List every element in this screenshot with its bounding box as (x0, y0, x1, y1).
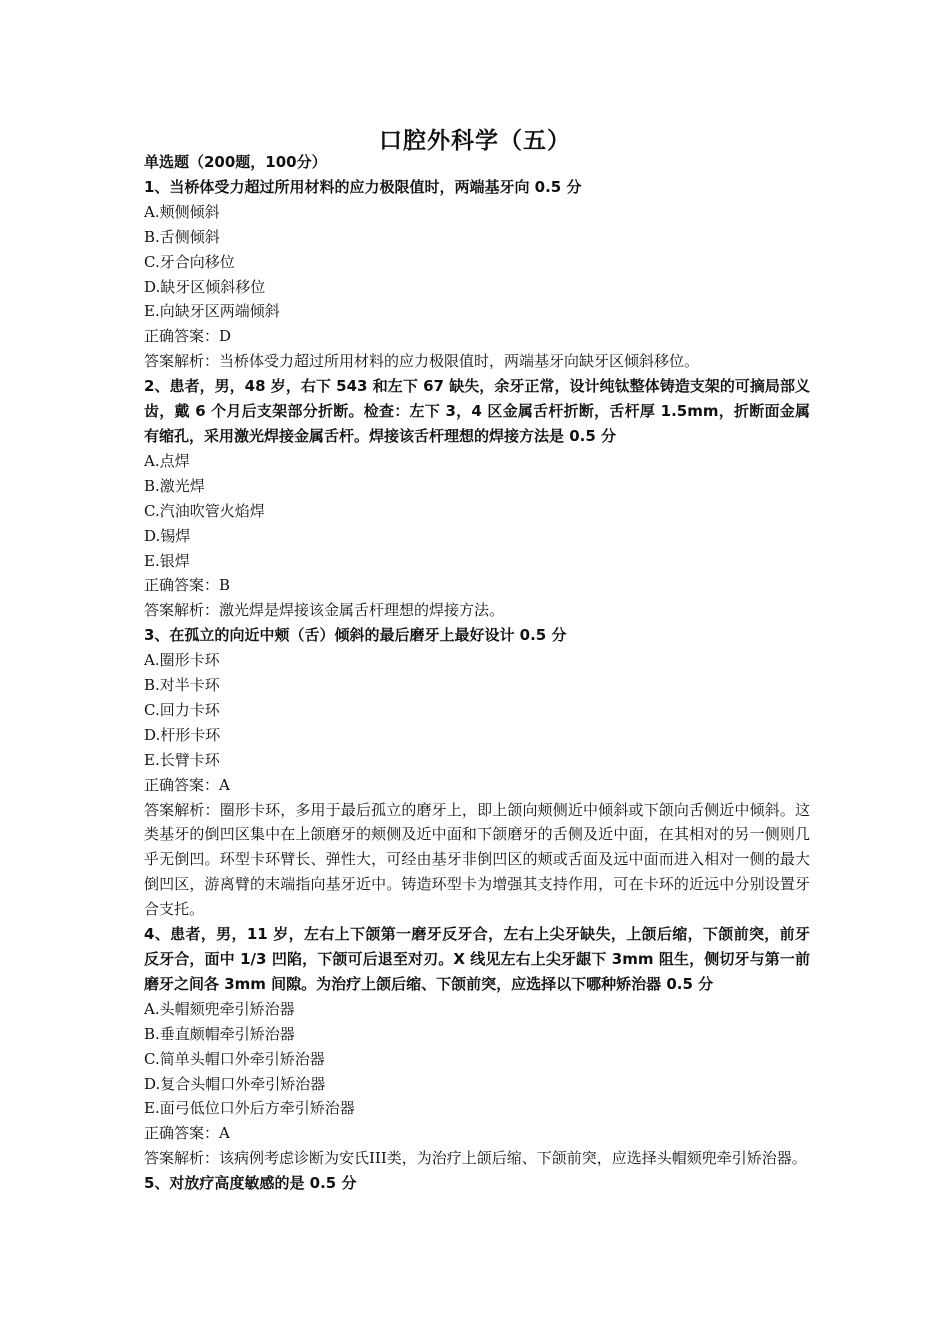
option-b: B.对半卡环 (144, 676, 220, 695)
option-b: B.垂直颇帽牵引矫治器 (144, 1024, 295, 1043)
option-a: A.头帽颏兜牵引矫治器 (144, 999, 295, 1018)
option-e: E.面弓低位口外后方牵引矫治器 (144, 1099, 355, 1118)
question-block (144, 623, 810, 922)
option-c: C.牙合向移位 (144, 252, 235, 271)
option-b: B.激光焊 (144, 476, 205, 495)
answer-explanation: 答案解析：该病例考虑诊断为安氏III类，为治疗上颌后缩、下颌前突，应选择头帽颏兜牵引矫治器。 (144, 1149, 807, 1168)
option-c: C.回力卡环 (144, 700, 220, 719)
option-d: D.锡焊 (144, 526, 191, 545)
option-c: C.简单头帽口外牵引矫治器 (144, 1049, 325, 1068)
answer-explanation: 答案解析：激光焊是焊接该金属舌杆理想的焊接方法。 (144, 601, 505, 620)
option-e: E.向缺牙区两端倾斜 (144, 302, 280, 321)
answer-explanation: 答案解析：圈形卡环，多用于最后孤立的磨牙上，即上颌向颊侧近中倾斜或下颌向舌侧近中倾斜。这类基牙的倒凹区集中在上颌磨牙的颊侧及近中面和下颌磨牙的舌侧及近中面，在其相对的另一侧则几乎无倒凹。环型卡环臂长、弹性大，可经由基牙非倒凹区的颊或舌面及远中面而进入相对一侧的最大倒凹区，游离臂的末端指向基牙近中。铸造环型卡为增强其支持作用，可在卡环的近远中分别设置牙合支托。 (144, 800, 810, 919)
option-e: E.长臂卡环 (144, 750, 220, 769)
question-stem: 5、对放疗高度敏感的是 0.5 分 (144, 1174, 357, 1193)
document-content (144, 150, 810, 1196)
option-d: D.缺牙区倾斜移位 (144, 277, 266, 296)
question-stem: 1、当桥体受力超过所用材料的应力极限值时，两端基牙向 0.5 分 (144, 177, 582, 196)
option-e: E.银焊 (144, 551, 190, 570)
question-stem: 4、患者，男，11 岁，左右上下颌第一磨牙反牙合，左右上尖牙缺失，上颌后缩，下颌前突，前牙反牙合，面中 1/3 凹陷，下颌可后退至对刃。X 线见左右上尖牙龈下 3mm 阻生，侧切牙与第一前磨牙之间各 3mm 间隙。为治疗上颌后缩、下颌前突，应选择以下哪种矫治器 0.5 分 (144, 925, 810, 993)
option-d: D.复合头帽口外牵引矫治器 (144, 1074, 326, 1093)
option-a: A.颊侧倾斜 (144, 202, 220, 221)
correct-answer: 正确答案：A (144, 775, 230, 794)
question-block (144, 175, 810, 374)
option-c: C.汽油吹管火焰焊 (144, 501, 265, 520)
section-heading: 单选题（200题，100分） (144, 153, 327, 171)
question-block (144, 922, 810, 1171)
question-stem: 2、患者，男，48 岁，右下 543 和左下 67 缺失，余牙正常，设计纯钛整体铸造支架的可摘局部义齿，戴 6 个月后支架部分折断。检查：左下 3，4 区金属舌杆折断，舌杆厚 1.5mm，折断面金属有缩孔，采用激光焊接金属舌杆。焊接该舌杆理想的焊接方法是 0.5 分 (144, 377, 810, 445)
option-b: B.舌侧倾斜 (144, 227, 220, 246)
question-block (144, 1171, 810, 1196)
correct-answer: 正确答案：A (144, 1124, 230, 1143)
option-a: A.圈形卡环 (144, 651, 220, 670)
question-block (144, 374, 810, 623)
option-a: A.点焊 (144, 451, 190, 470)
answer-explanation: 答案解析：当桥体受力超过所用材料的应力极限值时，两端基牙向缺牙区倾斜移位。 (144, 352, 700, 371)
correct-answer: 正确答案：B (144, 576, 231, 595)
question-stem: 3、在孤立的向近中颊（舌）倾斜的最后磨牙上最好设计 0.5 分 (144, 626, 567, 645)
correct-answer: 正确答案：D (144, 327, 232, 346)
document-title: 口腔外科学（五） (379, 128, 571, 154)
option-d: D.杆形卡环 (144, 725, 221, 744)
